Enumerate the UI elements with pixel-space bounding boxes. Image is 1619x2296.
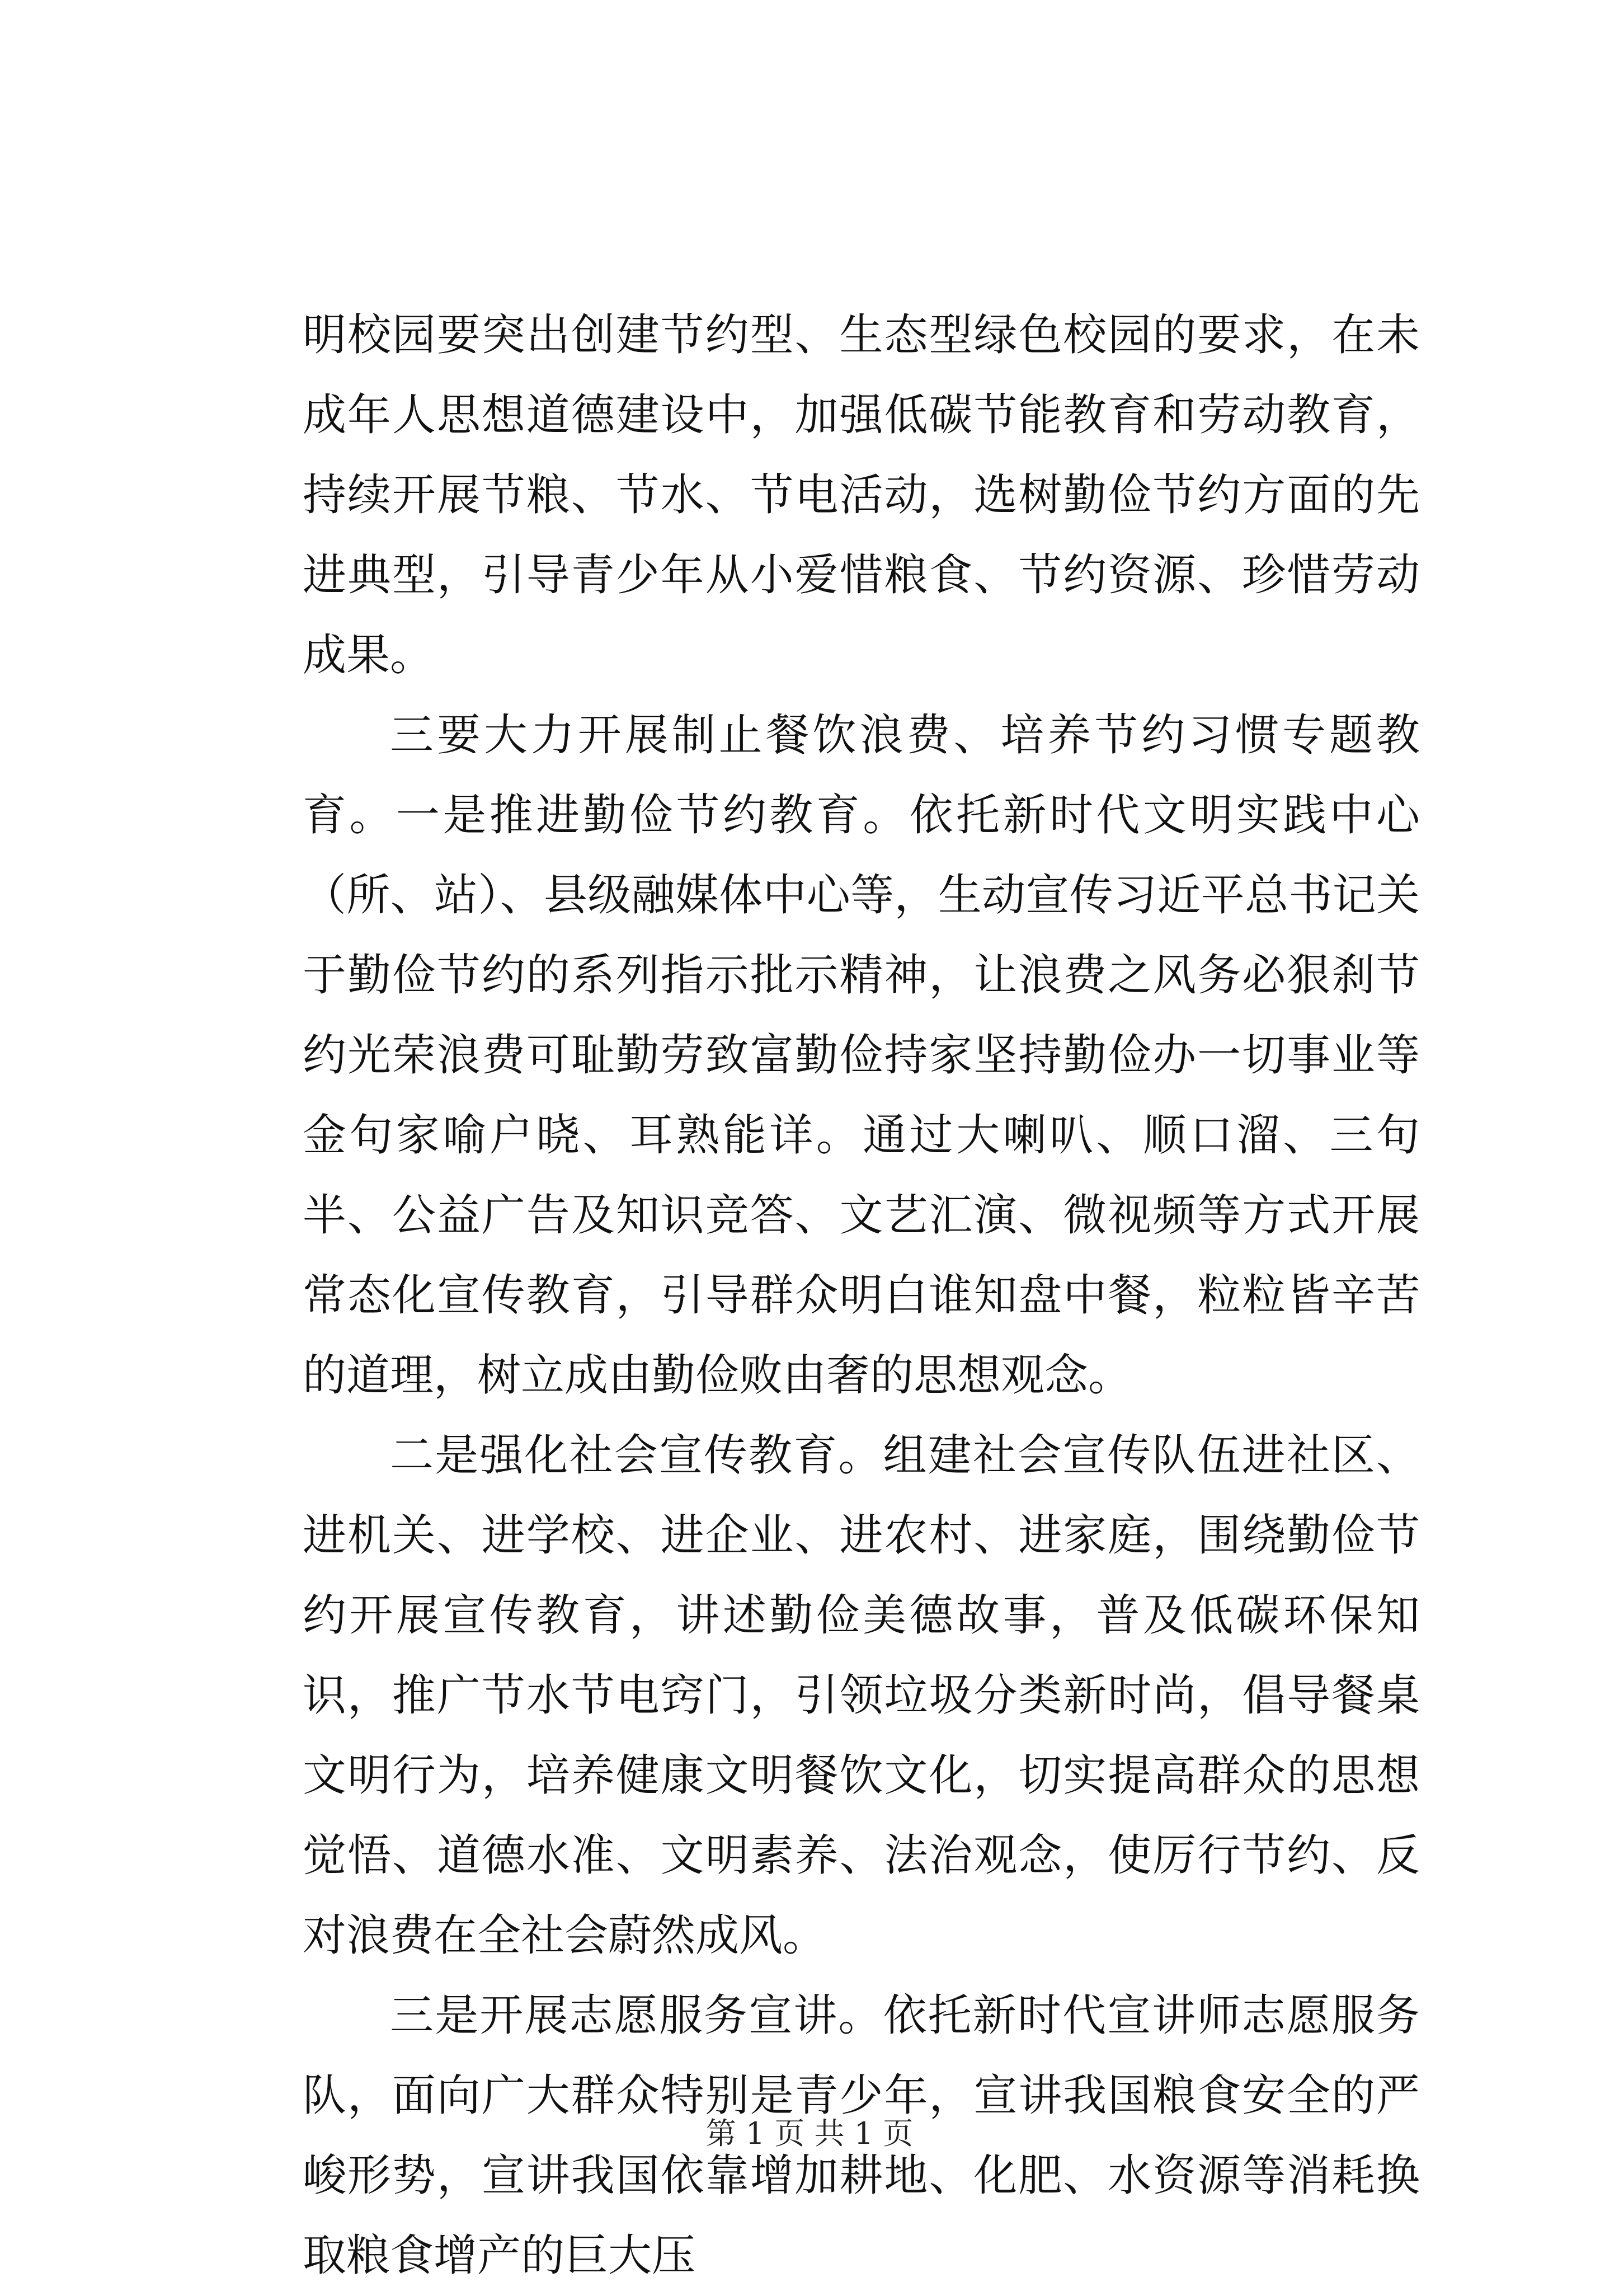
paragraph-1: 明校园要突出创建节约型、生态型绿色校园的要求，在未成年人思想道德建设中，加强低碳节能教育和劳动教育，持续开展节粮、节水、节电活动，选树勤俭节约方面的先进典型，引导青少年从小爱惜粮食、节约资源、珍惜劳动成果。 bbox=[303, 310, 1420, 680]
document-body bbox=[303, 295, 1420, 2296]
paragraph-4: 三是开展志愿服务宣讲。依托新时代宣讲师志愿服务队，面向广大群众特别是青少年，宣讲我国粮食安全的严峻形势，宣讲我国依靠增加耕地、化肥、水资源等消耗换取粮食增产的巨大压 bbox=[303, 1990, 1420, 2281]
paragraph-3: 二是强化社会宣传教育。组建社会宣传队伍进社区、进机关、进学校、进企业、进农村、进家庭，围绕勤俭节约开展宣传教育，讲述勤俭美德故事，普及低碳环保知识，推广节水节电窍门，引领垃圾分类新时尚，倡导餐桌文明行为，培养健康文明餐饮文化，切实提高群众的思想觉悟、道德水准、文明素养、法治观念，使厉行节约、反对浪费在全社会蔚然成风。 bbox=[303, 1430, 1420, 1961]
page-footer: 第 1 页 共 1 页 bbox=[705, 2116, 914, 2151]
paragraph-2: 三要大力开展制止餐饮浪费、培养节约习惯专题教育。一是推进勤俭节约教育。依托新时代文明实践中心（所、站）、县级融媒体中心等，生动宣传习近平总书记关于勤俭节约的系列指示批示精神，让浪费之风务必狠刹节约光荣浪费可耻勤劳致富勤俭持家坚持勤俭办一切事业等金句家喻户晓、耳熟能详。通过大喇叭、顺口溜、三句半、公益广告及知识竞答、文艺汇演、微视频等方式开展常态化宣传教育，引导群众明白谁知盘中餐，粒粒皆辛苦的道理，树立成由勤俭败由奢的思想观念。 bbox=[303, 710, 1420, 1401]
